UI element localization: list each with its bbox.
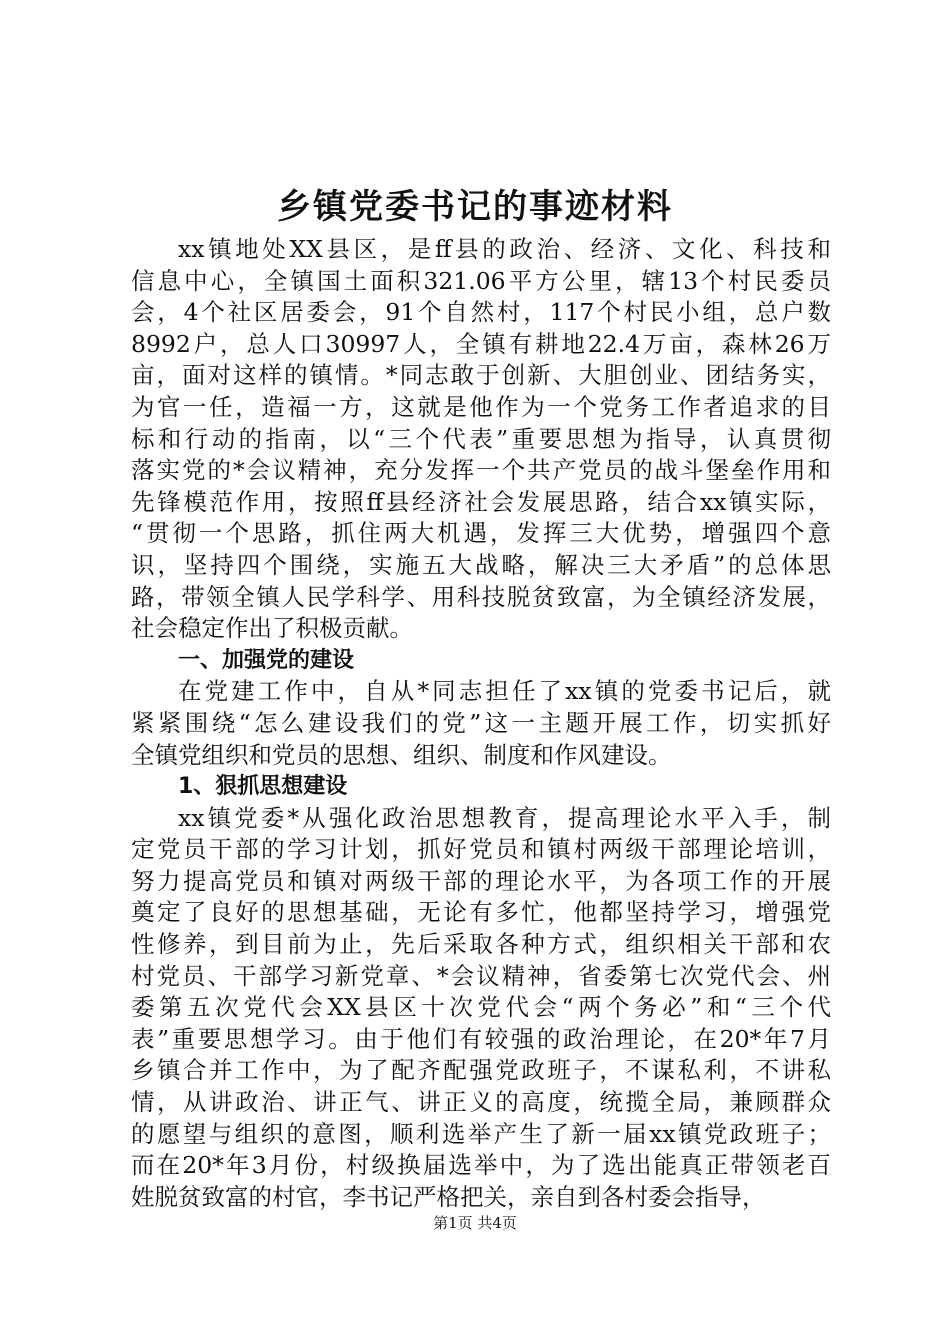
paragraph-line: 奠定了良好的思想基础，无论有多忙，他都坚持学习，增强党 bbox=[131, 898, 831, 927]
paragraph-line: 的愿望与组织的意图，顺利选举产生了新一届xx镇党政班子； bbox=[131, 1119, 831, 1148]
paragraph-line: 为官一任，造福一方，这就是他作为一个党务工作者追求的目 bbox=[131, 392, 831, 421]
paragraph-line: 姓脱贫致富的村官，李书记严格把关，亲自到各村委会指导， bbox=[131, 1182, 766, 1211]
paragraph-line: 定党员干部的学习计划，抓好党员和镇村两级干部理论培训， bbox=[131, 835, 831, 864]
paragraph-line: 标和行动的指南，以“三个代表”重要思想为指导，认真贯彻 bbox=[131, 424, 831, 453]
paragraph-line: 信息中心，全镇国土面积321.06平方公里，辖13个村民委员 bbox=[131, 266, 831, 295]
paragraph-line: 村党员、干部学习新党章、*会议精神，省委第七次党代会、州 bbox=[131, 961, 831, 990]
paragraph-line: 先锋模范作用，按照ff县经济社会发展思路，结合xx镇实际， bbox=[131, 487, 831, 516]
page-footer: 第1页 共4页 bbox=[433, 1214, 517, 1232]
paragraph-line: 全镇党组织和党员的思想、组织、制度和作风建设。 bbox=[131, 740, 672, 769]
section-heading: 一、加强党的建设 bbox=[178, 647, 355, 673]
document-body bbox=[131, 234, 831, 1213]
paragraph-line: xx镇党委*从强化政治思想教育，提高理论水平入手，制 bbox=[178, 803, 831, 832]
paragraph-line: 努力提高党员和镇对两级干部的理论水平，为各项工作的开展 bbox=[131, 866, 831, 895]
paragraph-line: 情，从讲政治、讲正气、讲正义的高度，统揽全局，兼顾群众 bbox=[131, 1088, 831, 1117]
paragraph-line: 识，坚持四个围绕，实施五大战略，解决三大矛盾”的总体思 bbox=[131, 550, 831, 579]
paragraph-line: 委第五次党代会XX县区十次党代会“两个务必”和“三个代 bbox=[131, 993, 831, 1022]
paragraph-line: xx镇地处XX县区，是ff县的政治、经济、文化、科技和 bbox=[178, 235, 831, 263]
paragraph-line: 8992户，总人口30997人，全镇有耕地22.4万亩，森林26万 bbox=[131, 329, 831, 358]
paragraph-line: 表”重要思想学习。由于他们有较强的政治理论，在20*年7月 bbox=[131, 1024, 831, 1053]
paragraph-line: 会，4个社区居委会，91个自然村，117个村民小组，总户数 bbox=[131, 298, 831, 327]
section-heading: 1、狠抓思想建设 bbox=[178, 774, 348, 800]
paragraph-line: 亩，面对这样的镇情。*同志敢于创新、大胆创业、团结务实， bbox=[131, 361, 831, 390]
paragraph-line: 社会稳定作出了积极贡献。 bbox=[131, 614, 413, 643]
paragraph-line: 路，带领全镇人民学科学、用科技脱贫致富，为全镇经济发展， bbox=[131, 582, 831, 611]
paragraph-line: 乡镇合并工作中，为了配齐配强党政班子，不谋私利，不讲私 bbox=[131, 1056, 831, 1085]
paragraph-line: 性修养，到目前为止，先后采取各种方式，组织相关干部和农 bbox=[131, 930, 831, 959]
paragraph-line: 而在20*年3月份，村级换届选举中，为了选出能真正带领老百 bbox=[131, 1151, 831, 1180]
paragraph-line: “贯彻一个思路，抓住两大机遇，发挥三大优势，增强四个意 bbox=[131, 519, 831, 548]
paragraph-line: 落实党的*会议精神，充分发挥一个共产党员的战斗堡垒作用和 bbox=[131, 456, 831, 485]
document-title: 乡镇党委书记的事迹材料 bbox=[277, 187, 673, 227]
paragraph-line: 在党建工作中，自从*同志担任了xx镇的党委书记后，就 bbox=[178, 677, 831, 706]
paragraph-line: 紧紧围绕“怎么建设我们的党”这一主题开展工作，切实抓好 bbox=[131, 708, 831, 737]
